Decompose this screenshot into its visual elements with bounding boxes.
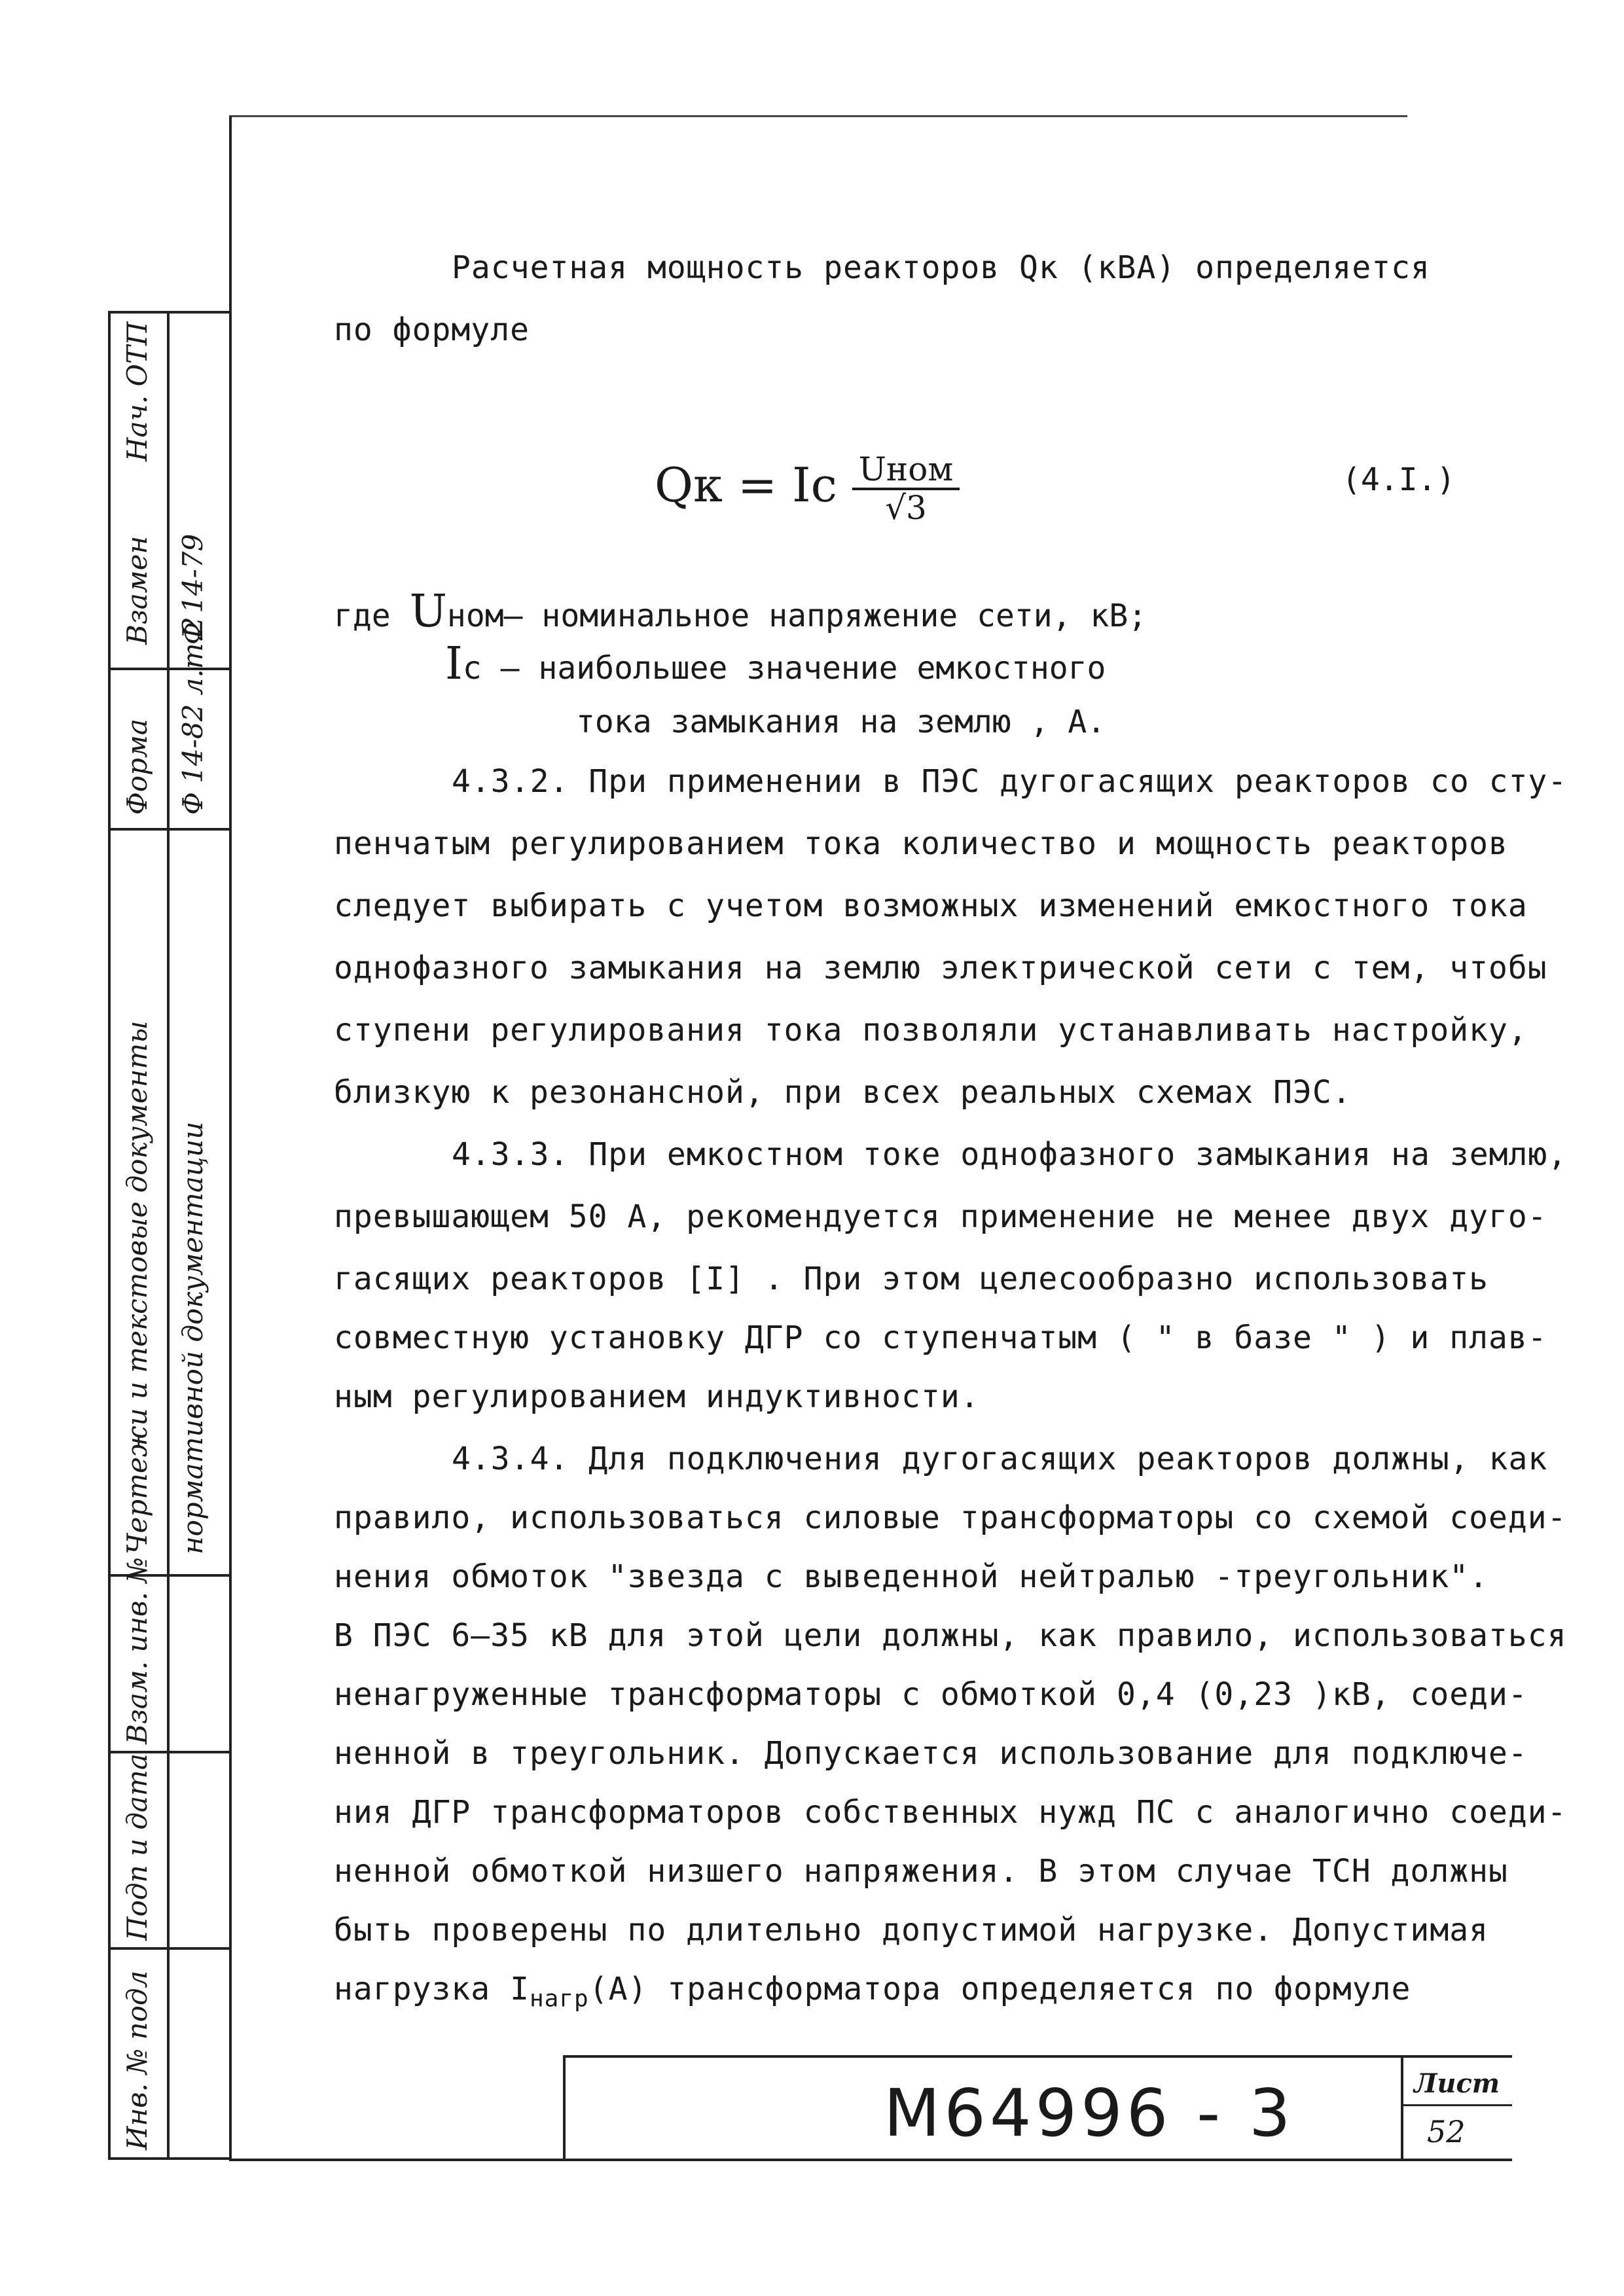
formula-numerator: Uном bbox=[852, 452, 960, 490]
title-block-left-line bbox=[563, 2055, 566, 2160]
stamp-inv-podl: Инв. № подл bbox=[121, 1970, 153, 2150]
sheet-number: 52 bbox=[1427, 2114, 1466, 2149]
stamp-podp-data: Подп и дата bbox=[121, 1753, 153, 1941]
title-block-sheet-hline bbox=[1401, 2104, 1512, 2106]
stamp-forma: Форма bbox=[121, 719, 153, 815]
equation-number: (4.I.) bbox=[1342, 461, 1456, 498]
stamp-mid-line bbox=[167, 311, 170, 2160]
document-number: М64996 - 3 bbox=[884, 2075, 1295, 2151]
stamp-top-line bbox=[108, 311, 229, 314]
stamp-divider bbox=[108, 668, 229, 670]
load-current-subscript: нагр bbox=[529, 1985, 589, 2013]
text-line: 4.3.2. При применении в ПЭС дугогасящих реакторов со сту- bbox=[452, 763, 1568, 800]
text-line: правило, использоваться силовые трансформаторы со схемой соеди- bbox=[334, 1499, 1567, 1536]
stamp-divider bbox=[108, 828, 229, 831]
formula-denominator: √3 bbox=[885, 489, 927, 527]
definition-i bbox=[445, 638, 1106, 690]
formula-lhs: Qк = Iс bbox=[655, 457, 837, 512]
text-line: ния ДГР трансформаторов собственных нужд ПС с аналогично соеди- bbox=[334, 1794, 1567, 1831]
stamp-vzam-inv: Взам. инв. № bbox=[121, 1557, 153, 1744]
text-line: гасящих реакторов [I] . При этом целесообразно использовать bbox=[334, 1261, 1489, 1297]
title-block-top-line bbox=[563, 2055, 1512, 2058]
intro-line-1: Расчетная мощность реакторов Qк (кВА) определяется bbox=[452, 249, 1430, 286]
u-description: ном– номинальное напряжение сети, кВ; bbox=[446, 598, 1147, 634]
text-line: ным регулированием индуктивности. bbox=[334, 1378, 980, 1415]
stamp-nach-otp: Нач. ОТП bbox=[121, 321, 153, 461]
frame-left-border bbox=[229, 117, 232, 2160]
definition-u bbox=[334, 586, 1147, 637]
sheet-label: Лист bbox=[1414, 2068, 1500, 2099]
text-line: 4.3.3. При емкостном токе однофазного замыкания на землю, bbox=[452, 1136, 1568, 1173]
load-current-symbol: нагрузка I bbox=[334, 1971, 530, 2007]
text-line: совместную установку ДГР со ступенчатым ( " в базе " ) и плав- bbox=[334, 1319, 1547, 1356]
text-line: ненной в треугольник. Допускается использование для подключе- bbox=[334, 1735, 1528, 1772]
last-line-rest: (А) трансформатора определяется по формуле bbox=[588, 1971, 1411, 2007]
stamp-drawings-label: Чертежи и текстовые документы bbox=[121, 1020, 153, 1554]
definition-i-cont: тока замыкания на землю , А. bbox=[576, 704, 1106, 740]
where-label: где bbox=[334, 598, 391, 634]
text-line: ступени регулирования тока позволяли устанавливать настройку, bbox=[334, 1012, 1528, 1049]
text-line-last bbox=[334, 1973, 1499, 2011]
formula bbox=[655, 452, 960, 526]
stamp-vzamen: Взамен bbox=[121, 535, 153, 645]
text-line: близкую к резонансной, при всех реальных схемах ПЭС. bbox=[334, 1074, 1352, 1111]
text-line: нения обмоток "звезда с выведенной нейтралью -треугольник". bbox=[334, 1558, 1489, 1595]
text-line: ненной обмоткой низшего напряжения. В этом случае ТСН должны bbox=[334, 1853, 1508, 1890]
u-symbol: U bbox=[409, 586, 447, 637]
stamp-bottom-line bbox=[108, 2157, 229, 2160]
title-block-sheet-divider bbox=[1401, 2055, 1403, 2160]
text-line: быть проверены по длительно допустимой нагрузке. Допустимая bbox=[334, 1912, 1489, 1948]
stamp-normative-label: нормативной документации bbox=[177, 1121, 209, 1554]
stamp-column bbox=[108, 311, 229, 2160]
text-line: пенчатым регулированием тока количество и мощность реакторов bbox=[334, 825, 1508, 862]
intro-line-2: по формуле bbox=[334, 312, 530, 348]
text-line: следует выбирать с учетом возможных изменений емкостного тока bbox=[334, 888, 1528, 924]
text-line: В ПЭС 6–35 кВ для этой цели должны, как правило, использоваться bbox=[334, 1617, 1567, 1654]
text-line: превышающем 50 А, рекомендуется применение не менее двух дуго- bbox=[334, 1198, 1547, 1235]
formula-fraction bbox=[852, 452, 960, 526]
i-description: с – наибольшее значение емкостного bbox=[462, 650, 1106, 687]
title-block bbox=[563, 2055, 1512, 2160]
frame-top-border bbox=[229, 115, 1407, 117]
stamp-outer-line bbox=[108, 311, 111, 2160]
stamp-divider bbox=[108, 1947, 229, 1950]
stamp-forma-value: Ф 14-82 л.т.2 bbox=[177, 617, 209, 815]
i-symbol: I bbox=[445, 638, 463, 690]
text-line: ненагруженные трансформаторы с обмоткой 0,4 (0,23 )кВ, соеди- bbox=[334, 1676, 1528, 1713]
text-line: 4.3.4. Для подключения дугогасящих реакторов должны, как bbox=[452, 1441, 1548, 1477]
text-line: однофазного замыкания на землю электрической сети с тем, чтобы bbox=[334, 950, 1547, 986]
stamp-vzamen-value: Ф 14-79 bbox=[177, 533, 209, 645]
